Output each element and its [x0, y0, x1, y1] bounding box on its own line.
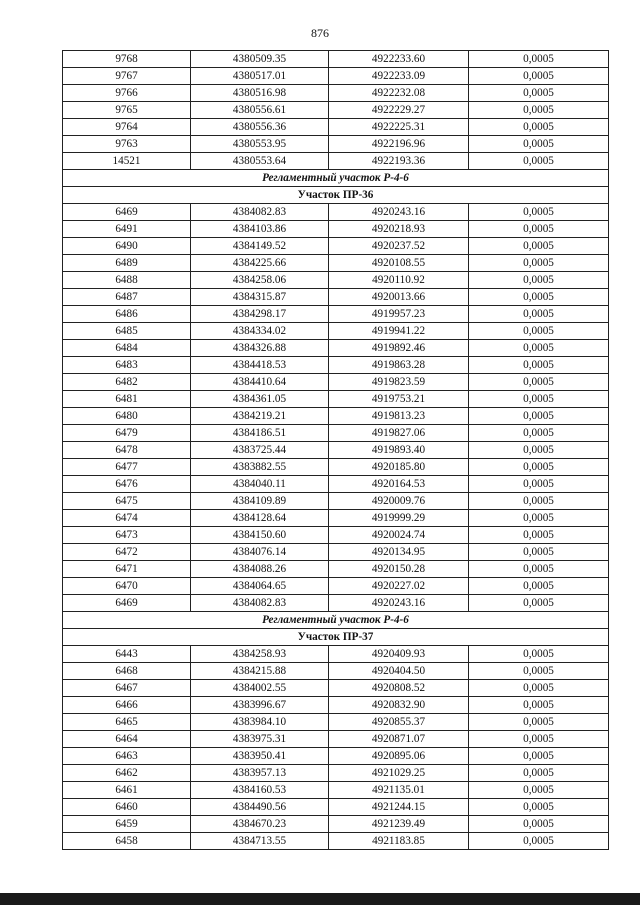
table-row [63, 731, 609, 748]
table-row [63, 646, 609, 663]
table-row [63, 510, 609, 527]
table-row [63, 238, 609, 255]
y-coordinate-cell: 4920110.92 [329, 272, 469, 289]
x-coordinate-cell: 4384315.87 [191, 289, 329, 306]
accuracy-cell: 0,0005 [469, 374, 609, 391]
table-row [63, 119, 609, 136]
x-coordinate-cell: 4383984.10 [191, 714, 329, 731]
y-coordinate-cell: 4920134.95 [329, 544, 469, 561]
x-coordinate-cell: 4384150.60 [191, 527, 329, 544]
accuracy-cell: 0,0005 [469, 255, 609, 272]
y-coordinate-cell: 4919999.29 [329, 510, 469, 527]
y-coordinate-cell: 4920150.28 [329, 561, 469, 578]
y-coordinate-cell: 4920404.50 [329, 663, 469, 680]
accuracy-cell: 0,0005 [469, 85, 609, 102]
y-coordinate-cell: 4919813.23 [329, 408, 469, 425]
y-coordinate-cell: 4919957.23 [329, 306, 469, 323]
accuracy-cell: 0,0005 [469, 799, 609, 816]
table-row [63, 391, 609, 408]
point-number-cell: 6462 [63, 765, 191, 782]
accuracy-cell: 0,0005 [469, 119, 609, 136]
y-coordinate-cell: 4919827.06 [329, 425, 469, 442]
point-number-cell: 6470 [63, 578, 191, 595]
y-coordinate-cell: 4922196.96 [329, 136, 469, 153]
y-coordinate-cell: 4920243.16 [329, 204, 469, 221]
table-row [63, 289, 609, 306]
table-row [63, 153, 609, 170]
y-coordinate-cell: 4920227.02 [329, 578, 469, 595]
y-coordinate-cell: 4920832.90 [329, 697, 469, 714]
accuracy-cell: 0,0005 [469, 153, 609, 170]
table-row [63, 136, 609, 153]
x-coordinate-cell: 4383882.55 [191, 459, 329, 476]
y-coordinate-cell: 4922232.08 [329, 85, 469, 102]
section-heading [63, 612, 609, 629]
x-coordinate-cell: 4384082.83 [191, 204, 329, 221]
point-number-cell: 9767 [63, 68, 191, 85]
x-coordinate-cell: 4384215.88 [191, 663, 329, 680]
point-number-cell: 6469 [63, 204, 191, 221]
point-number-cell: 6484 [63, 340, 191, 357]
point-number-cell: 6478 [63, 442, 191, 459]
y-coordinate-cell: 4920218.93 [329, 221, 469, 238]
y-coordinate-cell: 4920013.66 [329, 289, 469, 306]
table-row [63, 442, 609, 459]
point-number-cell: 6480 [63, 408, 191, 425]
table-row [63, 833, 609, 850]
x-coordinate-cell: 4384410.64 [191, 374, 329, 391]
section-heading [63, 170, 609, 187]
section-heading-text: Регламентный участок Р-4-6 [63, 612, 609, 629]
y-coordinate-cell: 4922225.31 [329, 119, 469, 136]
accuracy-cell: 0,0005 [469, 51, 609, 68]
table-row [63, 425, 609, 442]
point-number-cell: 6475 [63, 493, 191, 510]
table-row [63, 85, 609, 102]
x-coordinate-cell: 4384082.83 [191, 595, 329, 612]
accuracy-cell: 0,0005 [469, 765, 609, 782]
y-coordinate-cell: 4921183.85 [329, 833, 469, 850]
table-row [63, 680, 609, 697]
x-coordinate-cell: 4384149.52 [191, 238, 329, 255]
x-coordinate-cell: 4384103.86 [191, 221, 329, 238]
y-coordinate-cell: 4921135.01 [329, 782, 469, 799]
table-row [63, 306, 609, 323]
accuracy-cell: 0,0005 [469, 782, 609, 799]
accuracy-cell: 0,0005 [469, 272, 609, 289]
x-coordinate-cell: 4383725.44 [191, 442, 329, 459]
x-coordinate-cell: 4384490.56 [191, 799, 329, 816]
y-coordinate-cell: 4919823.59 [329, 374, 469, 391]
x-coordinate-cell: 4380553.95 [191, 136, 329, 153]
point-number-cell: 6466 [63, 697, 191, 714]
point-number-cell: 6474 [63, 510, 191, 527]
accuracy-cell: 0,0005 [469, 527, 609, 544]
x-coordinate-cell: 4383996.67 [191, 697, 329, 714]
x-coordinate-cell: 4384361.05 [191, 391, 329, 408]
point-number-cell: 6483 [63, 357, 191, 374]
coordinates-table [62, 50, 609, 850]
point-number-cell: 6488 [63, 272, 191, 289]
x-coordinate-cell: 4384298.17 [191, 306, 329, 323]
y-coordinate-cell: 4920009.76 [329, 493, 469, 510]
x-coordinate-cell: 4384040.11 [191, 476, 329, 493]
section-heading-text: Регламентный участок Р-4-6 [63, 170, 609, 187]
table-row [63, 561, 609, 578]
point-number-cell: 6458 [63, 833, 191, 850]
section-subheading-text: Участок ПР-37 [63, 629, 609, 646]
accuracy-cell: 0,0005 [469, 731, 609, 748]
table-row [63, 782, 609, 799]
accuracy-cell: 0,0005 [469, 646, 609, 663]
point-number-cell: 6473 [63, 527, 191, 544]
point-number-cell: 9763 [63, 136, 191, 153]
table-row [63, 544, 609, 561]
coordinates-table-body [63, 51, 609, 850]
table-row [63, 323, 609, 340]
accuracy-cell: 0,0005 [469, 357, 609, 374]
point-number-cell: 9766 [63, 85, 191, 102]
table-row [63, 595, 609, 612]
accuracy-cell: 0,0005 [469, 510, 609, 527]
x-coordinate-cell: 4383950.41 [191, 748, 329, 765]
accuracy-cell: 0,0005 [469, 816, 609, 833]
y-coordinate-cell: 4919941.22 [329, 323, 469, 340]
table-row [63, 68, 609, 85]
point-number-cell: 9764 [63, 119, 191, 136]
accuracy-cell: 0,0005 [469, 289, 609, 306]
y-coordinate-cell: 4921029.25 [329, 765, 469, 782]
section-subheading-text: Участок ПР-36 [63, 187, 609, 204]
accuracy-cell: 0,0005 [469, 408, 609, 425]
x-coordinate-cell: 4384064.65 [191, 578, 329, 595]
x-coordinate-cell: 4380553.64 [191, 153, 329, 170]
accuracy-cell: 0,0005 [469, 578, 609, 595]
x-coordinate-cell: 4380556.36 [191, 119, 329, 136]
table-row [63, 51, 609, 68]
point-number-cell: 6468 [63, 663, 191, 680]
section-subheading [63, 629, 609, 646]
point-number-cell: 6485 [63, 323, 191, 340]
y-coordinate-cell: 4920871.07 [329, 731, 469, 748]
x-coordinate-cell: 4384334.02 [191, 323, 329, 340]
point-number-cell: 6471 [63, 561, 191, 578]
accuracy-cell: 0,0005 [469, 68, 609, 85]
y-coordinate-cell: 4920024.74 [329, 527, 469, 544]
x-coordinate-cell: 4384418.53 [191, 357, 329, 374]
accuracy-cell: 0,0005 [469, 323, 609, 340]
point-number-cell: 9768 [63, 51, 191, 68]
table-row [63, 459, 609, 476]
x-coordinate-cell: 4384128.64 [191, 510, 329, 527]
accuracy-cell: 0,0005 [469, 697, 609, 714]
accuracy-cell: 0,0005 [469, 714, 609, 731]
x-coordinate-cell: 4380509.35 [191, 51, 329, 68]
x-coordinate-cell: 4383957.13 [191, 765, 329, 782]
point-number-cell: 6490 [63, 238, 191, 255]
y-coordinate-cell: 4920237.52 [329, 238, 469, 255]
table-row [63, 816, 609, 833]
accuracy-cell: 0,0005 [469, 459, 609, 476]
table-row [63, 578, 609, 595]
table-row [63, 102, 609, 119]
point-number-cell: 6489 [63, 255, 191, 272]
y-coordinate-cell: 4922193.36 [329, 153, 469, 170]
point-number-cell: 6464 [63, 731, 191, 748]
table-row [63, 340, 609, 357]
point-number-cell: 6486 [63, 306, 191, 323]
accuracy-cell: 0,0005 [469, 238, 609, 255]
page-number: 876 [311, 26, 329, 40]
point-number-cell: 6443 [63, 646, 191, 663]
x-coordinate-cell: 4380516.98 [191, 85, 329, 102]
y-coordinate-cell: 4920855.37 [329, 714, 469, 731]
x-coordinate-cell: 4384002.55 [191, 680, 329, 697]
x-coordinate-cell: 4380556.61 [191, 102, 329, 119]
accuracy-cell: 0,0005 [469, 391, 609, 408]
accuracy-cell: 0,0005 [469, 340, 609, 357]
x-coordinate-cell: 4384109.89 [191, 493, 329, 510]
y-coordinate-cell: 4922233.09 [329, 68, 469, 85]
point-number-cell: 9765 [63, 102, 191, 119]
x-coordinate-cell: 4384186.51 [191, 425, 329, 442]
table-row [63, 272, 609, 289]
table-row [63, 765, 609, 782]
point-number-cell: 6487 [63, 289, 191, 306]
accuracy-cell: 0,0005 [469, 680, 609, 697]
x-coordinate-cell: 4384219.21 [191, 408, 329, 425]
point-number-cell: 6479 [63, 425, 191, 442]
x-coordinate-cell: 4384160.53 [191, 782, 329, 799]
accuracy-cell: 0,0005 [469, 221, 609, 238]
y-coordinate-cell: 4920409.93 [329, 646, 469, 663]
section-subheading [63, 187, 609, 204]
table-row [63, 374, 609, 391]
table-row [63, 663, 609, 680]
point-number-cell: 6463 [63, 748, 191, 765]
y-coordinate-cell: 4922229.27 [329, 102, 469, 119]
x-coordinate-cell: 4384326.88 [191, 340, 329, 357]
table-row [63, 493, 609, 510]
y-coordinate-cell: 4920243.16 [329, 595, 469, 612]
table-row [63, 255, 609, 272]
table-row [63, 408, 609, 425]
table-row [63, 748, 609, 765]
accuracy-cell: 0,0005 [469, 204, 609, 221]
y-coordinate-cell: 4920164.53 [329, 476, 469, 493]
point-number-cell: 6459 [63, 816, 191, 833]
accuracy-cell: 0,0005 [469, 306, 609, 323]
x-coordinate-cell: 4384258.93 [191, 646, 329, 663]
y-coordinate-cell: 4921244.15 [329, 799, 469, 816]
point-number-cell: 6460 [63, 799, 191, 816]
x-coordinate-cell: 4384713.55 [191, 833, 329, 850]
point-number-cell: 6467 [63, 680, 191, 697]
x-coordinate-cell: 4384076.14 [191, 544, 329, 561]
point-number-cell: 6472 [63, 544, 191, 561]
accuracy-cell: 0,0005 [469, 833, 609, 850]
point-number-cell: 6476 [63, 476, 191, 493]
x-coordinate-cell: 4383975.31 [191, 731, 329, 748]
table-row [63, 476, 609, 493]
point-number-cell: 6477 [63, 459, 191, 476]
y-coordinate-cell: 4919892.46 [329, 340, 469, 357]
accuracy-cell: 0,0005 [469, 561, 609, 578]
point-number-cell: 6482 [63, 374, 191, 391]
table-row [63, 204, 609, 221]
y-coordinate-cell: 4921239.49 [329, 816, 469, 833]
point-number-cell: 6461 [63, 782, 191, 799]
x-coordinate-cell: 4384258.06 [191, 272, 329, 289]
x-coordinate-cell: 4384088.26 [191, 561, 329, 578]
accuracy-cell: 0,0005 [469, 442, 609, 459]
point-number-cell: 6491 [63, 221, 191, 238]
y-coordinate-cell: 4919893.40 [329, 442, 469, 459]
table-row [63, 221, 609, 238]
x-coordinate-cell: 4380517.01 [191, 68, 329, 85]
y-coordinate-cell: 4919753.21 [329, 391, 469, 408]
point-number-cell: 6469 [63, 595, 191, 612]
accuracy-cell: 0,0005 [469, 425, 609, 442]
accuracy-cell: 0,0005 [469, 663, 609, 680]
x-coordinate-cell: 4384225.66 [191, 255, 329, 272]
y-coordinate-cell: 4920185.80 [329, 459, 469, 476]
accuracy-cell: 0,0005 [469, 493, 609, 510]
accuracy-cell: 0,0005 [469, 136, 609, 153]
table-row [63, 357, 609, 374]
scan-bottom-edge [0, 893, 640, 905]
y-coordinate-cell: 4920895.06 [329, 748, 469, 765]
point-number-cell: 6481 [63, 391, 191, 408]
point-number-cell: 6465 [63, 714, 191, 731]
table-row [63, 799, 609, 816]
accuracy-cell: 0,0005 [469, 544, 609, 561]
accuracy-cell: 0,0005 [469, 748, 609, 765]
point-number-cell: 14521 [63, 153, 191, 170]
accuracy-cell: 0,0005 [469, 595, 609, 612]
y-coordinate-cell: 4919863.28 [329, 357, 469, 374]
table-row [63, 527, 609, 544]
y-coordinate-cell: 4922233.60 [329, 51, 469, 68]
x-coordinate-cell: 4384670.23 [191, 816, 329, 833]
y-coordinate-cell: 4920108.55 [329, 255, 469, 272]
accuracy-cell: 0,0005 [469, 476, 609, 493]
table-row [63, 714, 609, 731]
y-coordinate-cell: 4920808.52 [329, 680, 469, 697]
accuracy-cell: 0,0005 [469, 102, 609, 119]
table-row [63, 697, 609, 714]
